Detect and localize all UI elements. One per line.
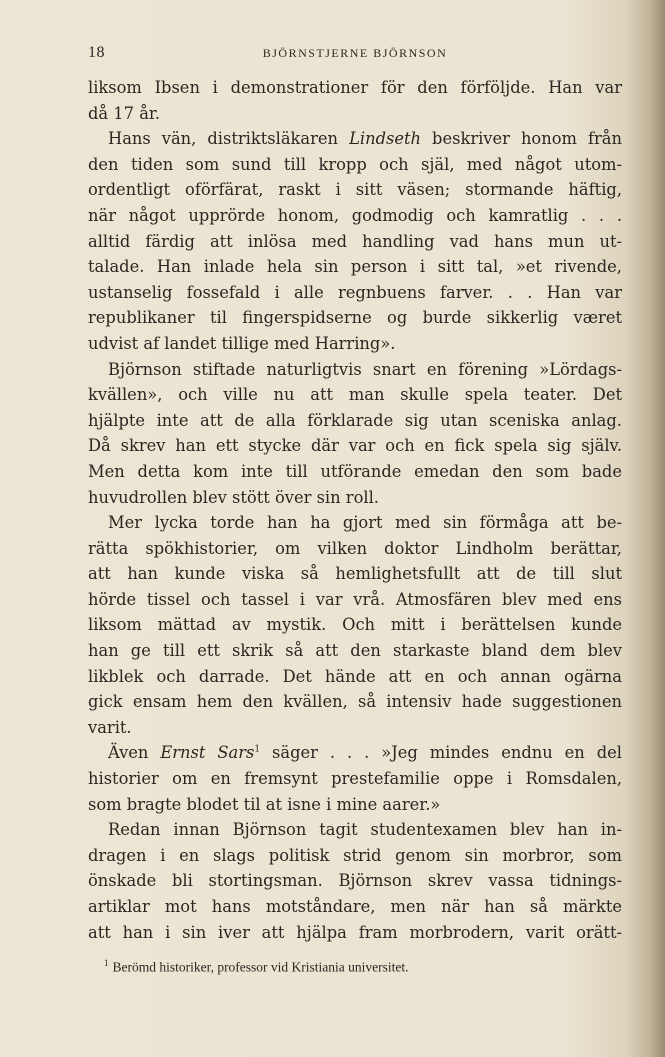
text-segment: huvudrollen blev stött över sin roll. — [88, 487, 379, 507]
text-line — [88, 280, 622, 306]
text-line — [88, 792, 622, 818]
text-line — [88, 357, 622, 383]
text-line — [88, 101, 622, 127]
footnote — [88, 958, 622, 976]
text-segment: hörde tissel och tassel i var vrå. Atmosfären blev med ens — [88, 589, 622, 609]
text-segment: republikaner til fingerspidserne og burde sikkerlig været — [88, 308, 622, 328]
text-segment: liksom mättad av mystik. Och mitt i berättelsen kunde — [88, 615, 622, 635]
text-segment: då 17 år. — [88, 103, 161, 123]
footnote-mark: 1 — [104, 958, 109, 968]
page-header — [88, 44, 622, 66]
text-segment: Mer lycka torde han ha gjort med sin förmåga att be- — [108, 513, 622, 533]
text-segment: artiklar mot hans motståndare, men när han så märkte — [88, 897, 622, 916]
text-segment: ustanselig fossefald i alle regnbuens farver. . . Han var — [88, 282, 622, 302]
text-segment: beskriver honom från — [421, 129, 622, 149]
text-segment: gick ensam hem den kvällen, så intensiv hade suggestionen — [88, 692, 622, 712]
footnote-reference: 1 — [254, 745, 261, 756]
text-line — [88, 331, 622, 357]
text-segment: kvällen», och ville nu att man skulle spela teater. Det — [88, 385, 622, 405]
text-line — [88, 894, 622, 920]
text-segment: han ge till ett skrik så att den starkaste bland dem blev — [88, 641, 622, 661]
text-line — [88, 920, 622, 946]
text-line — [88, 485, 622, 511]
text-segment: udvist af landet tillige med Harring». — [88, 333, 396, 353]
text-line — [88, 561, 622, 587]
text-line — [88, 382, 622, 408]
text-line — [88, 638, 622, 664]
text-line — [88, 536, 622, 562]
text-segment: hjälpte inte att de alla förklarade sig utan sceniska anlag. — [88, 410, 622, 430]
footnote-text: Berömd historiker, professor vid Kristiania universitet. — [112, 959, 409, 975]
text-segment: rätta spökhistorier, om vilken doktor Lindholm berättar, — [88, 538, 622, 558]
text-line — [88, 408, 622, 434]
text-segment: Hans vän, distriktsläkaren — [108, 129, 350, 149]
text-segment: Redan innan Björnson tagit studentexamen blev han in- — [108, 820, 622, 840]
body-text — [88, 75, 622, 945]
text-segment: Då skrev han ett stycke där var och en fick spela sig själv. — [88, 436, 622, 456]
text-line — [88, 433, 622, 459]
text-segment: liksom Ibsen i demonstrationer för den förföljde. Han var — [88, 78, 622, 97]
text-segment: ordentligt oförfärat, raskt i sitt väsen; stormande häftig, — [88, 180, 622, 200]
text-line — [88, 689, 622, 715]
text-segment: likblek och darrade. Det hände att en och annan ogärna — [88, 666, 622, 686]
text-line — [88, 459, 622, 485]
text-line — [88, 664, 622, 690]
text-line — [88, 152, 622, 178]
text-segment: dragen i en slags politisk strid genom sin morbror, som — [88, 845, 622, 865]
text-line — [88, 817, 622, 843]
page-number: 18 — [88, 44, 105, 61]
text-segment: talade. Han inlade hela sin person i sitt tal, »et rivende, — [88, 257, 622, 277]
text-segment: som bragte blodet til at isne i mine aarer.» — [88, 794, 441, 814]
text-line — [88, 587, 622, 613]
text-segment: att han i sin iver att hjälpa fram morbrodern, varit orätt- — [88, 922, 622, 942]
text-line — [88, 126, 622, 152]
text-segment: önskade bli stortingsman. Björnson skrev vassa tidnings- — [88, 871, 622, 891]
text-segment: Även — [108, 743, 161, 763]
running-head: BJÖRNSTJERNE BJÖRNSON — [262, 46, 448, 60]
text-segment: Björnson stiftade naturligtvis snart en förening »Lördags- — [108, 359, 622, 379]
text-line — [88, 229, 622, 255]
text-line — [88, 254, 622, 280]
text-segment: säger . . . »Jeg mindes endnu en del — [260, 743, 622, 763]
text-line — [88, 510, 622, 536]
text-segment: när något upprörde honom, godmodig och kamratlig . . . — [88, 205, 622, 225]
text-line — [88, 177, 622, 203]
text-segment: den tiden som sund till kropp och själ, med något utom- — [88, 154, 622, 174]
text-segment: historier om en fremsynt prestefamilie oppe i Romsdalen, — [88, 769, 622, 789]
text-line — [88, 868, 622, 894]
italic-name: Ernst Sars — [160, 743, 255, 763]
text-segment: alltid färdig att inlösa med handling vad hans mun ut- — [88, 231, 622, 251]
text-line — [88, 843, 622, 869]
text-line — [88, 766, 622, 792]
text-line — [88, 305, 622, 331]
text-line — [88, 612, 622, 638]
text-segment: varit. — [88, 717, 132, 737]
text-line — [88, 740, 622, 766]
italic-name: Lindseth — [349, 129, 422, 149]
text-segment: Men detta kom inte till utförande emedan den som bade — [88, 461, 622, 481]
text-segment: att han kunde viska så hemlighetsfullt att de till slut — [88, 564, 622, 584]
text-line — [88, 75, 622, 101]
text-line — [88, 715, 622, 741]
page-edge-shadow — [625, 0, 665, 1057]
text-line — [88, 203, 622, 229]
